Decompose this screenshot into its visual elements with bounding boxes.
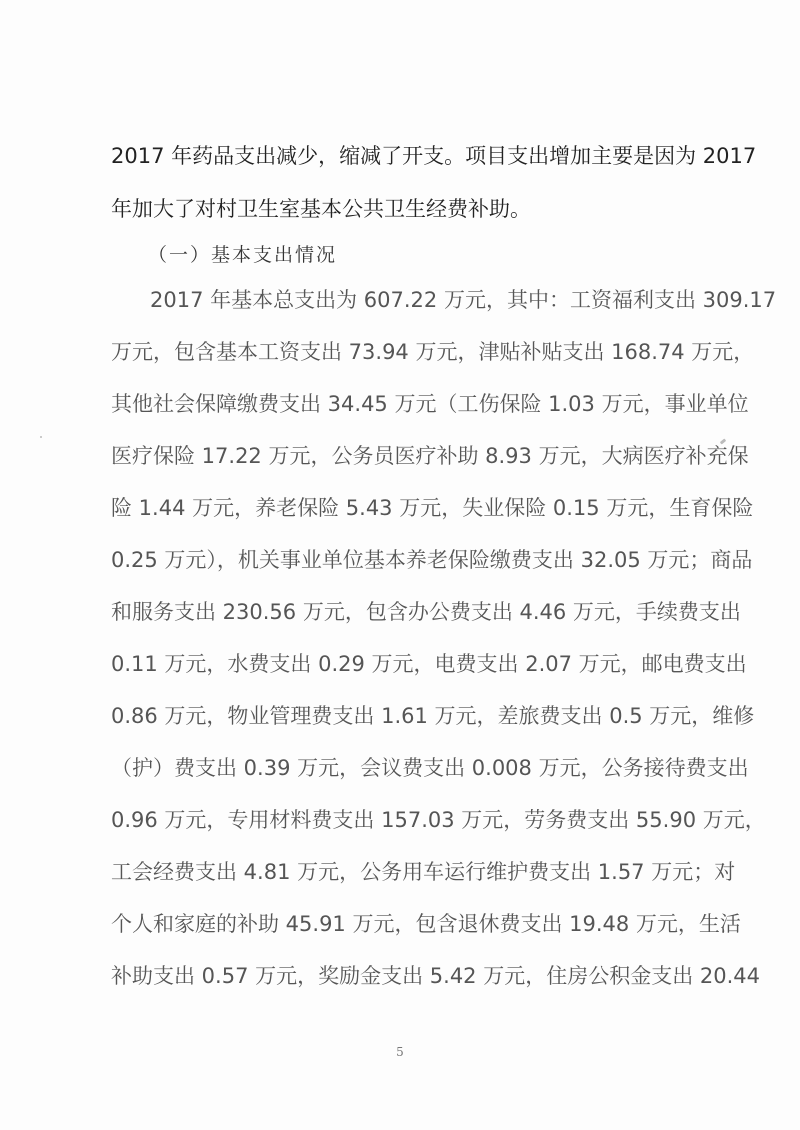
body-line-3: 其他社会保障缴费支出 34.45 万元（工伤保险 1.03 万元，事业单位 bbox=[111, 392, 749, 416]
body-line-6: 0.25 万元），机关事业单位基本养老保险缴费支出 32.05 万元；商品 bbox=[111, 548, 753, 572]
body-line-7: 和服务支出 230.56 万元，包含办公费支出 4.46 万元，手续费支出 bbox=[111, 600, 741, 624]
body-line-5: 险 1.44 万元，养老保险 5.43 万元，失业保险 0.15 万元，生育保险 bbox=[111, 496, 754, 520]
body-line-13: 个人和家庭的补助 45.91 万元，包含退休费支出 19.48 万元，生活 bbox=[111, 912, 741, 936]
section-heading: （一）基本支出情况 bbox=[148, 244, 338, 266]
body-line-14: 补助支出 0.57 万元，奖励金支出 5.42 万元，住房公积金支出 20.44 bbox=[111, 964, 761, 988]
page-number: 5 bbox=[396, 1045, 404, 1059]
body-line-12: 工会经费支出 4.81 万元，公务用车运行维护费支出 1.57 万元；对 bbox=[111, 860, 736, 884]
text-line-2: 年加大了对村卫生室基本公共卫生经费补助。 bbox=[111, 197, 531, 221]
body-line-1: 2017 年基本总支出为 607.22 万元，其中：工资福利支出 309.17 bbox=[150, 288, 777, 312]
body-line-2: 万元，包含基本工资支出 73.94 万元，津贴补贴支出 168.74 万元， bbox=[111, 340, 755, 364]
body-line-10: （护）费支出 0.39 万元，会议费支出 0.008 万元，公务接待费支出 bbox=[111, 756, 749, 780]
body-line-8: 0.11 万元，水费支出 0.29 万元，电费支出 2.07 万元，邮电费支出 bbox=[111, 652, 747, 676]
body-line-9: 0.86 万元，物业管理费支出 1.61 万元，差旅费支出 0.5 万元，维修 bbox=[111, 704, 755, 728]
body-line-4: 医疗保险 17.22 万元，公务员医疗补助 8.93 万元，大病医疗补充保 bbox=[111, 444, 749, 468]
scan-speck bbox=[40, 436, 42, 438]
body-line-11: 0.96 万元，专用材料费支出 157.03 万元，劳务费支出 55.90 万元， bbox=[111, 808, 766, 832]
text-line-1: 2017 年药品支出减少，缩减了开支。项目支出增加主要是因为 2017 bbox=[111, 144, 757, 168]
